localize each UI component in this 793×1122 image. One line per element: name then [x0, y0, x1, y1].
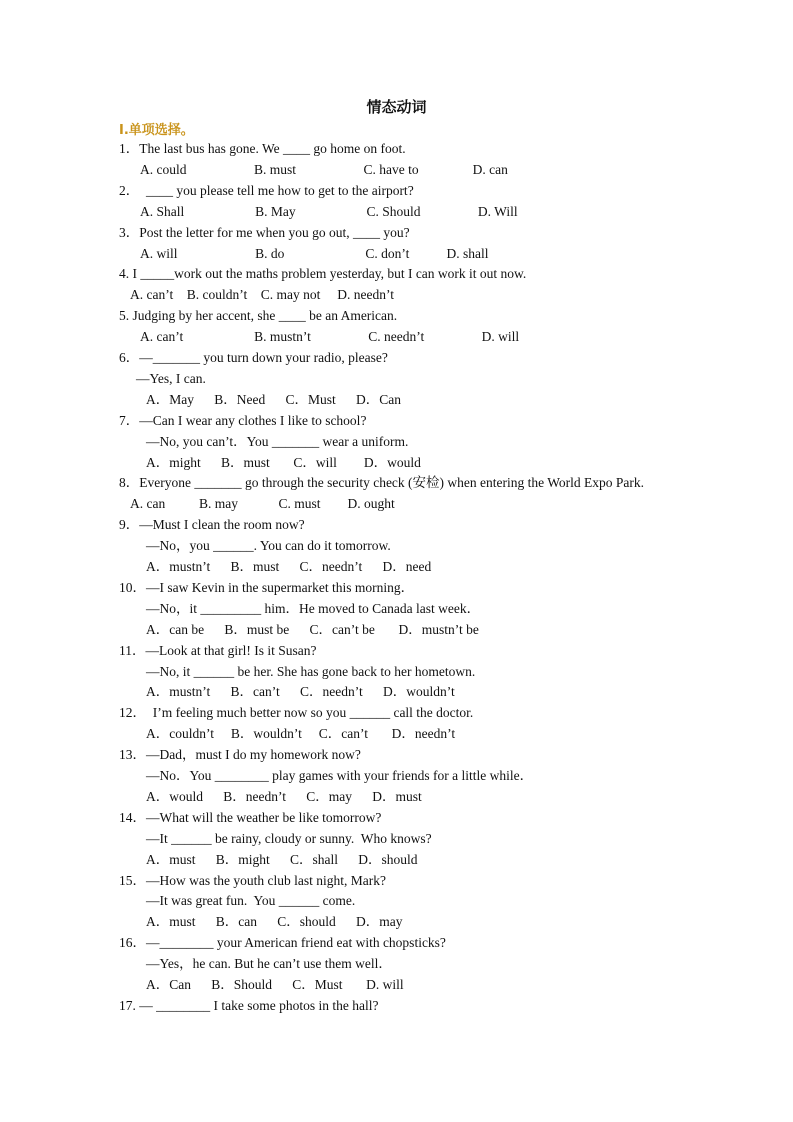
question-stem: 4. I _____work out the maths problem yesterday, but I can work it out now. [119, 266, 527, 282]
answer-line: —No，you ______. You can do it tomorrow. [146, 538, 391, 554]
answer-line: —No, you can’t．You _______ wear a uniform. [146, 433, 409, 449]
answer-line: A．Can B．Should C．Must D. will [146, 977, 404, 992]
section-heading: I.单项选择。 [119, 123, 194, 138]
question-stem: 17. — ________ I take some photos in the hall? [119, 997, 379, 1013]
answer-line: A. Shall B. May C. Should D. Will [140, 203, 518, 219]
question-stem: 2． ____ you please tell me how to get to the airport? [119, 182, 414, 198]
answer-line: A．couldn’t B．wouldn’t C．can’t D．needn’t [146, 726, 456, 742]
answer-line: —It ______ be rainy, cloudy or sunny. Who knows? [146, 830, 432, 846]
question-stem: 8．Everyone _______ go through the security check (安检) when entering the World Expo Park. [119, 475, 645, 491]
question-stem: 10．—I saw Kevin in the supermarket this morning． [119, 579, 415, 595]
answer-line: —Yes，he can. But he can’t use them well． [146, 956, 392, 972]
answer-line: —No，it _________ him．He moved to Canada last week． [146, 600, 481, 616]
answer-line: A. could B. must C. have to D. can [140, 161, 508, 177]
question-stem: 3．Post the letter for me when you go out, ____ you? [119, 224, 410, 240]
answer-line: A．mustn’t B．can’t C．needn’t D．wouldn’t [146, 684, 455, 700]
question-stem: 11．—Look at that girl! Is it Susan? [119, 642, 317, 658]
answer-line: A．must B．might C．shall D．should [146, 851, 418, 867]
question-stem: 7．—Can I wear any clothes I like to school? [119, 412, 367, 428]
page-title: 情态动词 [366, 98, 427, 116]
question-stem: 9．—Must I clean the room now? [119, 517, 305, 533]
answer-line: A．May B．Need C．Must D．Can [146, 391, 401, 407]
answer-line: A．mustn’t B．must C．needn’t D．need [146, 559, 432, 574]
answer-line: A．might B．must C．will D．would [146, 454, 421, 470]
question-stem: 5. Judging by her accent, she ____ be an American. [119, 308, 398, 324]
answer-line: A. can’t B. couldn’t C. may not D. needn’t [130, 287, 394, 303]
answer-line: —Yes, I can. [136, 370, 206, 386]
question-stem: 13．—Dad，must I do my homework now? [119, 747, 361, 763]
question-stem: 15．—How was the youth club last night, Mark? [119, 872, 386, 888]
answer-line: —It was great fun. You ______ come. [146, 893, 356, 909]
question-stem: 6．—_______ you turn down your radio, please? [119, 350, 388, 365]
answer-line: —No, it ______ be her. She has gone back to her hometown. [146, 663, 476, 679]
question-stem: 1．The last bus has gone. We ____ go home on foot. [119, 141, 406, 156]
question-stem: 12． I’m feeling much better now so you ______ call the doctor. [119, 705, 474, 721]
answer-line: A. can’t B. mustn’t C. needn’t D. will [140, 329, 520, 345]
answer-line: A．must B．can C．should D．may [146, 914, 403, 930]
question-stem: 16．—________ your American friend eat with chopsticks? [119, 935, 446, 951]
answer-line: A. will B. do C. don’t D. shall [140, 245, 489, 261]
question-stem: 14．—What will the weather be like tomorrow? [119, 809, 382, 825]
answer-line: A．can be B．must be C．can’t be D．mustn’t be [146, 621, 479, 637]
answer-line: —No．You ________ play games with your friends for a little while． [146, 768, 534, 783]
answer-line: A．would B．needn’t C．may D．must [146, 788, 422, 804]
answer-line: A. can B. may C. must D. ought [130, 496, 395, 512]
